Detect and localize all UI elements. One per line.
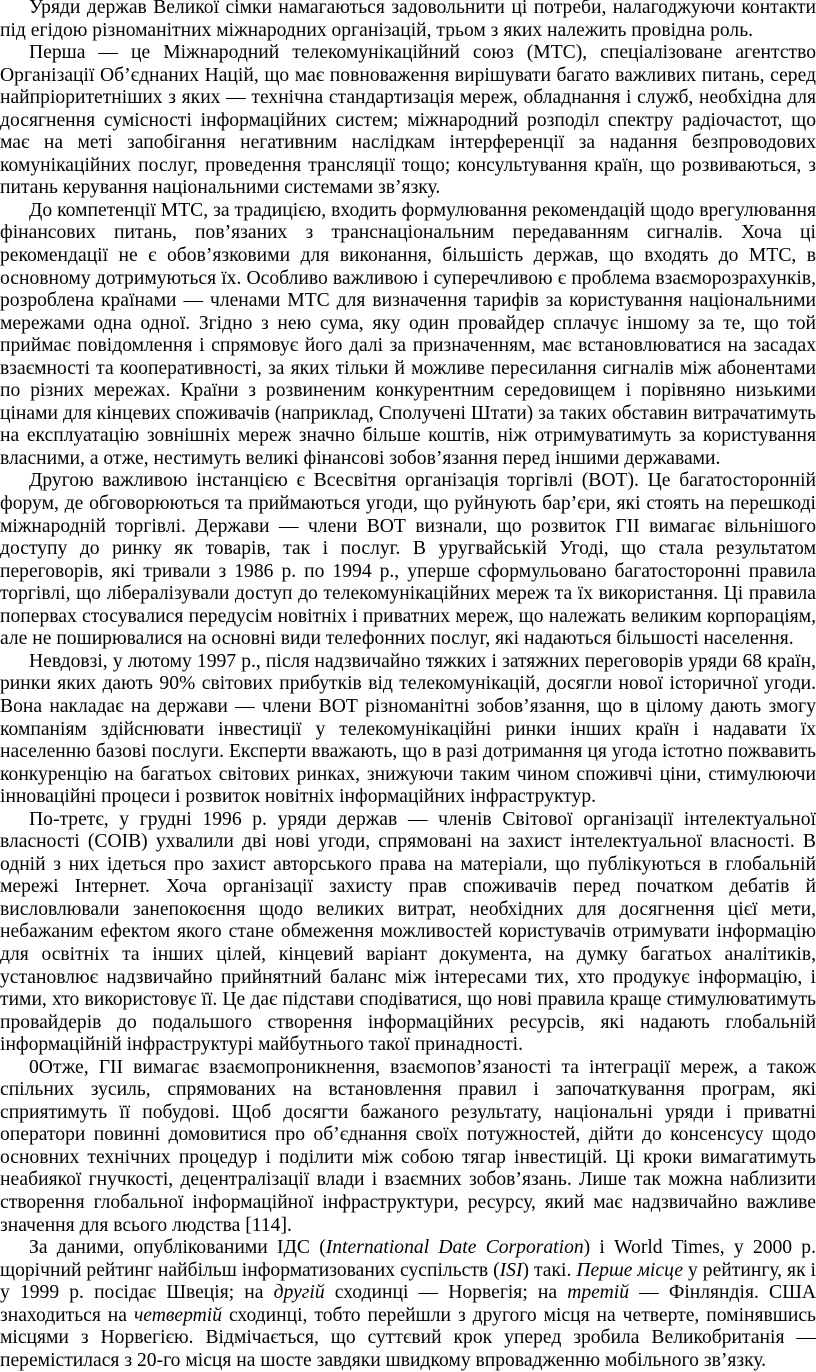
paragraph-text: Уряди держав Великої сімки намагаються задовольнити ці потреби, налагоджуючи контакти під егідою різноманітних міжнародних організацій, трьом з яких належить провідна роль.: [0, 0, 816, 41]
paragraph-text: ) такі.: [522, 1259, 577, 1281]
paragraph-text: сходинці, тобто перейшли з другого місця на четверте, помінявшись місцями з Норвегією. Відмічається, що суттєвий крок уперед зробила Великобританія — перемістилася з 20-го місця на шосте завдяки швидкому впровадженню мобільного зв’язку.: [0, 1304, 816, 1371]
paragraph-text: — Фінляндія. США знаходиться на: [0, 1282, 816, 1326]
paragraph-text: у рейтингу, як і у 1999 р. посідає Швеція; на: [0, 1259, 816, 1304]
paragraph-text: ) і World Times, у 2000 р. щорічний рейтинг найбільш інформатизованих суспільств (: [0, 1237, 816, 1281]
italic-term: Перше місце: [576, 1259, 684, 1281]
paragraph-wto: [0, 470, 816, 650]
paragraph-text: 0Отже, ГІІ вимагає взаємопроникнення, взаємопов’язаності та інтеграції мереж, а також спільних зусиль, спрямованих на встановлення правил і започаткування програм, які сприятимуть її побудові. Щоб досягти бажаного результату, національні уряди і приватні оператори повинні домовитися про об’єднання своїх потужностей, дійти до консенсусу щодо основних технічних процедур і поділити між собою тягар інвестицій. Ці кроки вимагатимуть неабиякої гнучкості, децентралізації влади і взаємних зобов’язань. Лише так можна наблизити створення глобальної інформаційної інфраструктури, ресурсу, який має надзвичайно важливе значення для всього людства [114].: [0, 1056, 816, 1236]
italic-term: третій: [567, 1282, 629, 1304]
paragraph-text: Невдовзі, у лютому 1997 р., після надзвичайно тяжких і затяжних переговорів уряди 68 країн, ринки яких дають 90% світових прибутків від телекомунікацій, досягли нової історичної угоди. Вона накладає на держави — члени ВОТ різноманітні зобов’язання, що в цілому дають змогу компаніям здійснювати інвестиції у телекомунікаційні ринки інших країн і надавати їх населенню базові послуги. Експерти вважають, що в разі дотримання ця угода істотно пожвавить конкуренцію на багатьох світових ринках, знижуючи таким чином споживчі ціни, стимулюючи інноваційні процеси і розвиток новітніх інформаційних інфраструктур.: [0, 650, 816, 808]
italic-term: ISI: [499, 1259, 523, 1281]
paragraph-text: сходинці — Норвегія; на: [324, 1282, 568, 1304]
italic-term: International Date Corporation: [325, 1237, 584, 1259]
paragraph-itu-finance: [0, 200, 816, 471]
paragraph-text: За даними, опублікованими ІДС (: [29, 1237, 326, 1259]
paragraph-wipo: [0, 809, 816, 1057]
paragraph-itu: [0, 42, 816, 200]
paragraph-text: Другою важливою інстанцією є Всесвітня організація торгівлі (ВОТ). Це багатосторонній форум, де обговорюються та приймаються угоди, що руйнують бар’єри, які стоять на перешкоді міжнародній торгівлі. Держави — члени ВОТ визнали, що розвиток ГІІ вимагає вільнішого доступу до ринку як товарів, так і послуг. В уругвайській Угоді, що стала результатом переговорів, які тривали з 1986 р. по 1994 р., уперше сформульовано багатосторонні правила торгівлі, що лібералізували доступ до телекомунікаційних мереж та їх використання. Ці правила попервах стосувалися передусім новітніх і приватних мереж, що належать великим корпораціям, але не поширювалися на основні види телефонних послуг, які надаються більшості населення.: [0, 470, 816, 650]
paragraph-text: До компетенції МТС, за традицією, входить формулювання рекомендацій щодо врегулювання фінансових питань, пов’язаних з транснаціональним передаванням сигналів. Хоча ці рекомендації не є обов’язковими для виконання, більшість держав, що входять до МТС, в основному дотримуються їх. Особливо важливою і суперечливою є проблема взаєморозрахунків, розроблена країнами — членами МТС для визначення тарифів за користування національними мережами одна одної. Згідно з нею сума, яку один провайдер сплачує іншому за те, що той приймає повідомлення і спрямовує його далі за призначенням, має встановлюватися на засадах взаємності та кооперативності, за яких тільки й можливе пересилання сигналів між абонентами по різних мережах. Країни з розвиненим конкурентним середовищем і порівняно низькими цінами для кінцевих споживачів (наприклад, Сполучені Штати) за таких обставин витрачатимуть на експлуатацію зовнішніх мереж значно більше коштів, ніж отримуватимуть за користування власними, а отже, нестимуть великі фінансові зобов’язання перед іншими державами.: [0, 199, 816, 469]
paragraph-wto-agreement: [0, 651, 816, 809]
paragraph-text: Перша — це Міжнародний телекомунікаційний союз (МТС), спеціалізоване агентство Організації Об’єднаних Націй, що має повноваження вирішувати багато важливих питань, серед найпріоритетніших з яких — технічна стандартизація мереж, обладнання і служб, необхідна для досягнення сумісності інформаційних систем; міжнародний розподіл спектру радіочастот, що має на меті запобігання негативним наслідкам інтерференції за надання безпроводових комунікаційних послуг, проведення трансляції тощо; консультування країн, що розвиваються, з питань керування національними системами зв’язку.: [0, 42, 816, 199]
italic-term: другій: [273, 1282, 325, 1304]
paragraph-gii-conclusion: [0, 1057, 816, 1237]
italic-term: четвертій: [133, 1304, 223, 1326]
paragraph-g7-contacts: [0, 0, 816, 42]
paragraph-isi-ranking: [0, 1237, 816, 1372]
paragraph-text: По-третє, у грудні 1996 р. уряди держав — членів Світової організації інтелектуальної власності (СОІВ) ухвалили дві нові угоди, спрямовані на захист інтелектуальної власності. В одній з них ідеться про захист авторського права на матеріали, що публікуються в глобальній мережі Інтернет. Хоча організації захисту прав споживачів перед початком дебатів й висловлювали занепокоєння щодо великих витрат, необхідних для досягнення цієї мети, небажаним ефектом якого стане обмеження можливостей користувачів отримувати інформацію для освітніх та інших цілей, кінцевий варіант документа, на думку багатьох аналітиків, установлює надзвичайно прийнятний баланс між інтересами тих, хто продукує інформацію, і тими, хто використовує її. Це дає підстави сподіватися, що нові правила краще стимулюватимуть провайдерів до подальшого створення інформаційних ресурсів, які надають глобальній інформаційній інфраструктурі майбутнього такої принадності.: [0, 808, 816, 1056]
